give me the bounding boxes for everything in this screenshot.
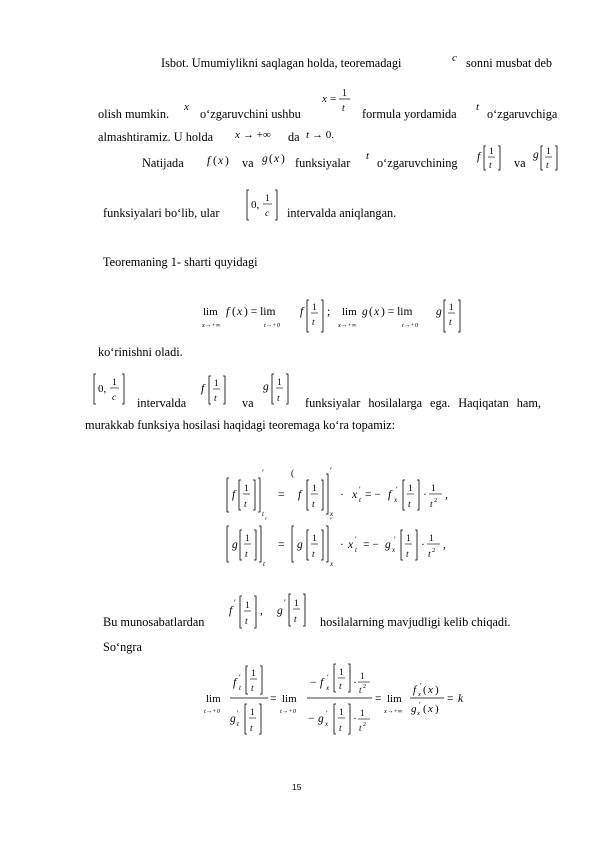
svg-text:1: 1 <box>245 534 250 544</box>
svg-text:1: 1 <box>360 708 365 718</box>
formula-x-eq-1-over-t <box>320 84 360 124</box>
svg-text:t: t <box>359 723 362 733</box>
svg-text:t→+0: t→+0 <box>402 322 418 329</box>
svg-text:t: t <box>428 550 431 560</box>
para1-line3-a: almashtiramiz. U holda <box>98 130 214 144</box>
svg-text:1: 1 <box>312 303 317 313</box>
svg-text:=: = <box>278 539 285 551</box>
svg-text:1: 1 <box>360 671 365 681</box>
svg-text:t: t <box>262 510 264 518</box>
svg-text:1: 1 <box>449 303 454 313</box>
svg-text:): ) <box>435 684 439 696</box>
svg-text:t→+0: t→+0 <box>280 708 296 715</box>
svg-text:′: ′ <box>394 535 396 544</box>
svg-text:x: x <box>352 489 358 501</box>
svg-text:t: t <box>359 685 362 695</box>
math-x: x <box>184 101 189 113</box>
svg-text:′: ′ <box>420 681 422 690</box>
svg-text:x: x <box>322 93 327 105</box>
svg-text:lim: lim <box>387 693 402 705</box>
svg-text:g: g <box>436 306 442 318</box>
svg-text:x→+∞: x→+∞ <box>202 322 221 329</box>
svg-text:t→+0: t→+0 <box>204 708 220 715</box>
svg-text:·: · <box>421 539 425 551</box>
svg-text:1: 1 <box>214 379 219 389</box>
svg-text:x→+∞: x→+∞ <box>384 708 403 715</box>
svg-text:f: f <box>388 489 392 501</box>
svg-text:g: g <box>318 713 324 725</box>
svg-text:x: x <box>330 560 334 568</box>
svg-text:(: ( <box>369 306 373 318</box>
svg-text:f: f <box>207 155 211 167</box>
natijada-label: Natijada <box>142 156 184 170</box>
svg-text:t: t <box>355 546 357 554</box>
va-2: va <box>514 156 526 170</box>
svg-text:x: x <box>326 684 330 692</box>
svg-text:t: t <box>244 500 247 510</box>
svg-text:′: ′ <box>355 535 357 544</box>
svg-text:1: 1 <box>265 194 270 204</box>
svg-text:t: t <box>546 161 549 171</box>
math-t: t <box>476 101 480 113</box>
svg-text:f: f <box>233 677 237 689</box>
svg-text:·: · <box>353 677 357 689</box>
svg-text:2: 2 <box>434 497 438 504</box>
svg-text:0,: 0, <box>251 199 260 211</box>
svg-text:(: ( <box>232 306 236 318</box>
svg-text:f: f <box>298 489 302 501</box>
svg-text:x: x <box>418 691 421 698</box>
para2-line2-b: intervalda aniqlangan. <box>287 206 397 220</box>
svg-text:·: · <box>423 489 427 501</box>
svg-text:g: g <box>230 713 236 725</box>
para1-line2-b: o‘zgaruvchini ushbu <box>200 107 301 121</box>
svg-text:g: g <box>385 539 391 551</box>
svg-text:x: x <box>374 306 380 318</box>
svg-text:,: , <box>443 539 446 551</box>
svg-text:t: t <box>251 684 254 694</box>
svg-text:t: t <box>312 500 315 510</box>
svg-text:·: · <box>353 713 357 725</box>
svg-text:f: f <box>320 677 324 689</box>
svg-text:t: t <box>406 550 409 560</box>
formula-g-of-x <box>261 148 293 168</box>
svg-text:0,: 0, <box>98 383 107 395</box>
svg-text:x: x <box>274 153 280 165</box>
svg-text:=: = <box>447 693 454 705</box>
svg-text:′: ′ <box>419 700 421 709</box>
svg-text:x: x <box>348 539 354 551</box>
svg-text:g: g <box>263 381 269 393</box>
svg-text:t: t <box>430 500 433 510</box>
svg-text:1: 1 <box>406 534 411 544</box>
svg-text:′: ′ <box>327 673 329 682</box>
svg-text:x: x <box>218 155 224 167</box>
svg-text:′: ′ <box>396 485 398 494</box>
svg-text:c: c <box>112 393 117 403</box>
funksiyalar-label: funksiyalar <box>295 156 351 170</box>
formula-derivative-g <box>222 516 472 568</box>
svg-text:t: t <box>408 500 411 510</box>
formula-g-of-1-over-t-2 <box>262 370 298 408</box>
svg-text:2: 2 <box>363 684 366 690</box>
svg-text:1: 1 <box>294 599 299 609</box>
para1-line1-tail: sonni musbat deb <box>466 56 553 70</box>
svg-text:t: t <box>312 318 315 328</box>
svg-text:x: x <box>330 510 334 518</box>
math-c: c <box>452 52 457 64</box>
svg-text:x: x <box>325 720 329 728</box>
svg-text:t: t <box>239 684 241 692</box>
svg-text:f: f <box>229 605 233 617</box>
para1-line1-text: Isbot. Umumiylikni saqlagan holda, teoremadagi <box>161 56 402 70</box>
svg-text:1: 1 <box>408 484 413 494</box>
svg-text:′: ′ <box>265 516 267 526</box>
svg-text:) = lim: ) = lim <box>381 306 413 318</box>
svg-text:t: t <box>214 394 217 404</box>
svg-text:f: f <box>477 151 481 163</box>
svg-text:1: 1 <box>245 601 250 611</box>
intervalda-label: intervalda <box>137 396 187 410</box>
theorem-intro: Teoremaning 1- sharti quyidagi <box>103 255 258 269</box>
svg-text:): ) <box>225 155 229 167</box>
svg-text:t: t <box>312 550 315 560</box>
svg-text:1: 1 <box>431 484 436 494</box>
svg-text:′: ′ <box>359 485 361 494</box>
songra-label: So‘ngra <box>103 640 142 654</box>
formula-f-of-1-over-t-2 <box>200 372 236 408</box>
svg-text:x: x <box>235 129 240 141</box>
svg-text:1: 1 <box>339 708 344 718</box>
svg-text:1: 1 <box>342 88 347 99</box>
svg-text:t: t <box>359 496 361 504</box>
svg-text:1: 1 <box>250 708 255 718</box>
svg-text:x: x <box>417 710 420 717</box>
svg-text:1: 1 <box>112 378 117 388</box>
svg-text:′: ′ <box>234 598 236 608</box>
svg-text:): ) <box>281 153 285 165</box>
svg-text:1: 1 <box>312 534 317 544</box>
svg-text:t: t <box>306 129 310 141</box>
svg-text:x: x <box>392 546 396 554</box>
formula-final-limit <box>204 660 474 740</box>
svg-text:): ) <box>435 703 439 715</box>
svg-text:= −: = − <box>363 539 379 551</box>
svg-text:t: t <box>245 617 248 627</box>
svg-text:−: − <box>308 713 315 725</box>
svg-text:g: g <box>232 539 238 551</box>
svg-text:′: ′ <box>262 468 264 478</box>
va-3: va <box>242 396 254 410</box>
para3-line2: murakkab funksiya hosilasi haqidagi teoremaga ko‘ra topamiz: <box>85 418 396 432</box>
svg-text:f: f <box>201 383 205 395</box>
svg-text:=: = <box>330 93 337 105</box>
svg-text:(: ( <box>269 153 273 165</box>
svg-text:1: 1 <box>277 378 282 388</box>
svg-text:= −: = − <box>365 489 381 501</box>
svg-text:f: f <box>232 489 236 501</box>
svg-text:t: t <box>277 394 280 404</box>
svg-text:t: t <box>339 682 342 692</box>
svg-text:x: x <box>394 496 398 504</box>
svg-text:g: g <box>533 149 539 161</box>
svg-text:t: t <box>342 103 345 114</box>
page-number: 15 <box>292 782 302 792</box>
svg-text:·: · <box>340 489 344 501</box>
formula-x-to-infinity <box>234 126 286 144</box>
svg-text:c: c <box>265 209 270 219</box>
va-1: va <box>242 156 254 170</box>
svg-text:x→+∞: x→+∞ <box>338 322 357 329</box>
svg-text:·: · <box>340 539 344 551</box>
svg-text:g: g <box>362 306 368 318</box>
svg-text:t: t <box>489 161 492 171</box>
para1-line1 <box>161 56 401 71</box>
svg-text:g: g <box>262 153 268 165</box>
svg-text:=: = <box>270 693 277 705</box>
formula-limit-equalities <box>202 298 467 338</box>
svg-text:t: t <box>339 724 342 734</box>
para1-line2-c: formula yordamida <box>362 107 457 121</box>
svg-text:f: f <box>226 306 230 318</box>
svg-text:k: k <box>458 693 464 705</box>
svg-text:f: f <box>413 684 417 696</box>
svg-text:) = lim: ) = lim <box>244 306 276 318</box>
svg-text:−: − <box>310 677 317 689</box>
svg-text:t: t <box>294 615 297 625</box>
svg-text:1: 1 <box>251 669 256 679</box>
para3-tail: funksiyalar hosilalarga ega. Haqiqatan ham, <box>305 396 541 410</box>
svg-text:lim: lim <box>206 693 221 705</box>
svg-text:(: ( <box>291 468 294 478</box>
svg-text:,: , <box>260 605 263 617</box>
theorem-after: ko‘rinishni oladi. <box>98 345 183 359</box>
svg-text:′: ′ <box>330 516 332 526</box>
svg-text:,: , <box>445 489 448 501</box>
svg-text:→ +∞: → +∞ <box>243 129 271 141</box>
svg-text:t: t <box>263 560 265 568</box>
svg-text:1: 1 <box>312 484 317 494</box>
svg-text:t: t <box>245 550 248 560</box>
svg-text:x: x <box>237 306 243 318</box>
svg-text:2: 2 <box>432 547 436 554</box>
svg-text:=: = <box>278 489 285 501</box>
svg-text:′: ′ <box>239 673 241 682</box>
svg-text:2: 2 <box>363 722 366 728</box>
svg-text:g: g <box>277 605 283 617</box>
formula-interval-0-1-over-c-2 <box>90 370 130 408</box>
svg-text:1: 1 <box>244 484 249 494</box>
svg-text:→ 0.: → 0. <box>312 129 334 141</box>
formula-f-of-1-over-t <box>476 140 510 174</box>
svg-text:1: 1 <box>489 147 494 157</box>
para1-line2-a: olish mumkin. <box>98 107 170 121</box>
svg-text:;: ; <box>327 306 331 318</box>
svg-text:′: ′ <box>326 709 328 718</box>
svg-text:(: ( <box>423 684 427 696</box>
formula-f-of-x <box>206 150 238 170</box>
formula-f-g-prime <box>228 592 318 632</box>
formula-interval-0-1-over-c <box>243 186 283 224</box>
formula-derivative-f <box>222 466 472 518</box>
ozgaruvchining-label: o‘zgaruvchining <box>377 156 458 170</box>
svg-text:=: = <box>375 693 382 705</box>
svg-text:1: 1 <box>339 668 344 678</box>
para2-line2-a: funksiyalari bo‘lib, ular <box>103 206 220 220</box>
math-t-2: t <box>366 150 370 162</box>
svg-text:(: ( <box>423 703 427 715</box>
svg-text:t: t <box>449 318 452 328</box>
svg-text:′: ′ <box>237 709 239 718</box>
svg-text:t: t <box>237 720 239 728</box>
svg-text:x: x <box>428 703 433 715</box>
svg-text:1: 1 <box>546 147 551 157</box>
svg-text:1: 1 <box>429 534 434 544</box>
svg-text:′: ′ <box>330 466 332 476</box>
svg-text:′: ′ <box>284 598 286 608</box>
svg-text:t: t <box>250 724 253 734</box>
svg-text:(: ( <box>213 155 217 167</box>
svg-text:g: g <box>297 539 303 551</box>
svg-text:lim: lim <box>282 693 297 705</box>
svg-text:t→+0: t→+0 <box>264 322 280 329</box>
conclusion-a: Bu munosabatlardan <box>103 615 205 629</box>
svg-text:x: x <box>428 684 433 696</box>
para1-line3-b: da <box>288 130 300 144</box>
svg-text:lim: lim <box>203 306 218 318</box>
conclusion-b: hosilalarning mavjudligi kelib chiqadi. <box>320 615 511 629</box>
svg-text:f: f <box>300 306 304 318</box>
svg-text:g: g <box>411 703 417 715</box>
svg-text:lim: lim <box>342 306 357 318</box>
formula-g-of-1-over-t <box>532 140 566 174</box>
para1-line2-d: o‘zgaruvchiga <box>487 107 558 121</box>
formula-t-to-zero <box>305 126 347 144</box>
